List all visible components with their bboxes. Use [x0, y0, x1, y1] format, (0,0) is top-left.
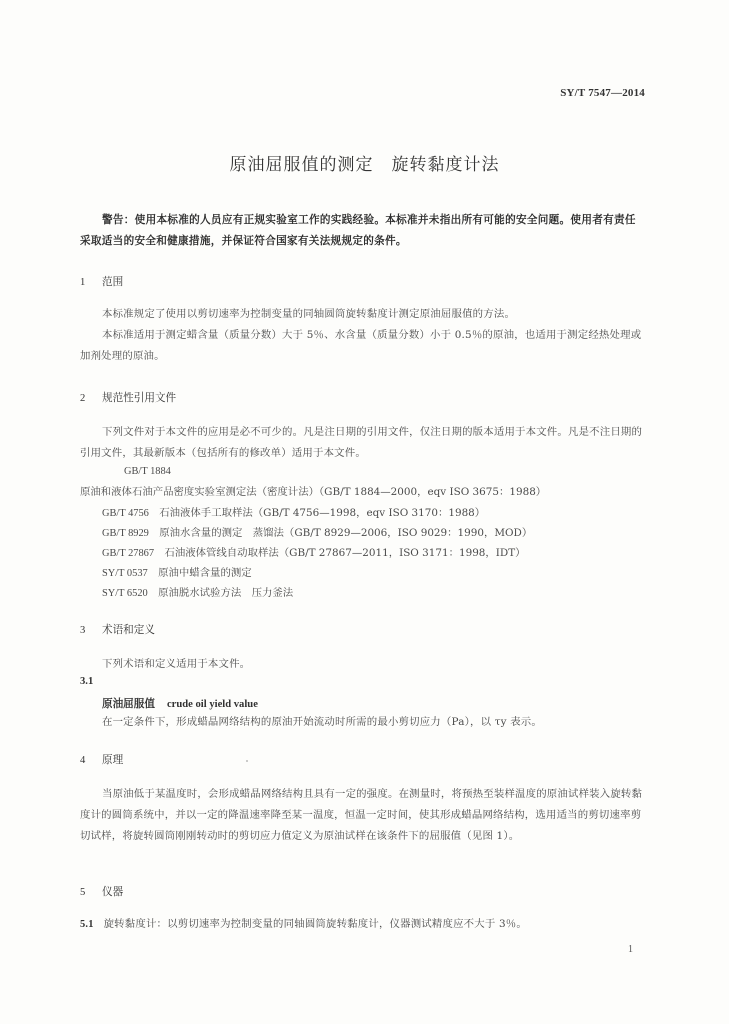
reference-item — [102, 503, 647, 524]
section-2-heading — [80, 390, 176, 405]
reference-title: 石油液体手工取样法（GB/T 4756—1998，eqv ISO 3170：1988） — [159, 507, 486, 519]
section-5-heading — [80, 884, 123, 899]
reference-item — [80, 461, 645, 503]
section-title: 术语和定义 — [102, 624, 155, 636]
clause-number: 5.1 — [80, 919, 94, 930]
reference-code: SY/T 6520 — [102, 588, 148, 599]
section-number: 3 — [80, 625, 86, 636]
reference-item — [102, 543, 647, 564]
reference-code: GB/T 27867 — [102, 548, 155, 559]
principle-paragraph: 当原油低于某温度时，会形成蜡晶网络结构且具有一定的强度。在测量时，将预热至装样温度的原油试样装入旋转黏度计的圆筒系统中，并以一定的降温速率降至某一温度，恒温一定时间，使其形成蜡晶网络结构，选用适当的剪切速率剪切试样，将旋转圆筒刚刚转动时的剪切应力值定义为原油试样在该条件下的屈服值（见图 1）。 — [80, 788, 643, 842]
reference-code: SY/T 0537 — [102, 568, 148, 579]
references-intro: 下列文件对于本文件的应用是必不可少的。凡是注日期的引用文件，仅注日期的版本适用于本文件。凡是不注日期的引用文件，其最新版本（包括所有的修改单）适用于本文件。 — [80, 426, 643, 459]
reference-item — [102, 523, 647, 544]
document-title: 原油屈服值的测定 旋转黏度计法 — [229, 155, 500, 175]
reference-title: 原油中蜡含量的测定 — [158, 567, 252, 579]
term-english: crude oil yield value — [166, 699, 258, 710]
page-number: 1 — [628, 944, 633, 955]
term-chinese: 原油屈服值 — [102, 698, 155, 710]
terms-intro: 下列术语和定义适用于本文件。 — [102, 658, 251, 670]
section-number: 1 — [80, 277, 86, 288]
term-definition: 在一定条件下，形成蜡晶网络结构的原油开始流动时所需的最小剪切应力（Pa），以 τy 表示。 — [102, 716, 542, 728]
term-entry — [102, 696, 258, 711]
scan-speck — [246, 760, 248, 762]
section-4-heading — [80, 752, 123, 767]
reference-code: GB/T 1884 — [124, 466, 171, 477]
scope-paragraph-1: 本标准规定了使用以剪切速率为控制变量的同轴圆筒旋转黏度计测定原油屈服值的方法。 — [102, 308, 516, 320]
reference-item — [102, 563, 647, 584]
warning-paragraph: 警告：使用本标准的人员应有正规实验室工作的实践经验。本标准并未指出所有可能的安全问题。使用者有责任采取适当的安全和健康措施，并保证符合国家有关法规规定的条件。 — [80, 214, 636, 247]
section-number: 2 — [80, 393, 86, 404]
section-1-heading — [80, 274, 123, 289]
section-title: 仪器 — [102, 886, 124, 898]
reference-title: 原油和液体石油产品密度实验室测定法（密度计法）（GB/T 1884—2000，eqv ISO 3675：1988） — [80, 486, 547, 498]
section-title: 规范性引用文件 — [102, 392, 177, 404]
section-number: 5 — [80, 887, 86, 898]
clause-text: 旋转黏度计：以剪切速率为控制变量的同轴圆筒旋转黏度计，仪器测试精度应不大于 3％。 — [103, 918, 527, 930]
reference-item — [102, 583, 647, 604]
term-number: 3.1 — [80, 676, 94, 687]
section-title: 原理 — [102, 754, 124, 766]
reference-code: GB/T 8929 — [102, 528, 149, 539]
reference-title: 原油水含量的测定 蒸馏法（GB/T 8929—2006，ISO 9029：1990，MOD） — [159, 527, 533, 539]
clause-5-1 — [80, 914, 645, 935]
section-number: 4 — [80, 755, 86, 766]
reference-title: 石油液体管线自动取样法（GB/T 27867—2011，ISO 3171：1998，IDT） — [164, 547, 526, 559]
reference-title: 原油脱水试验方法 压力釜法 — [158, 587, 294, 599]
reference-code: GB/T 4756 — [102, 508, 149, 519]
standard-code: SY/T 7547—2014 — [560, 87, 645, 99]
section-3-heading — [80, 622, 155, 637]
section-title: 范围 — [102, 276, 124, 288]
scope-paragraph-2: 本标准适用于测定蜡含量（质量分数）大于 5％、水含量（质量分数）小于 0.5％的原油，也适用于测定经热处理或加剂处理的原油。 — [80, 329, 642, 362]
